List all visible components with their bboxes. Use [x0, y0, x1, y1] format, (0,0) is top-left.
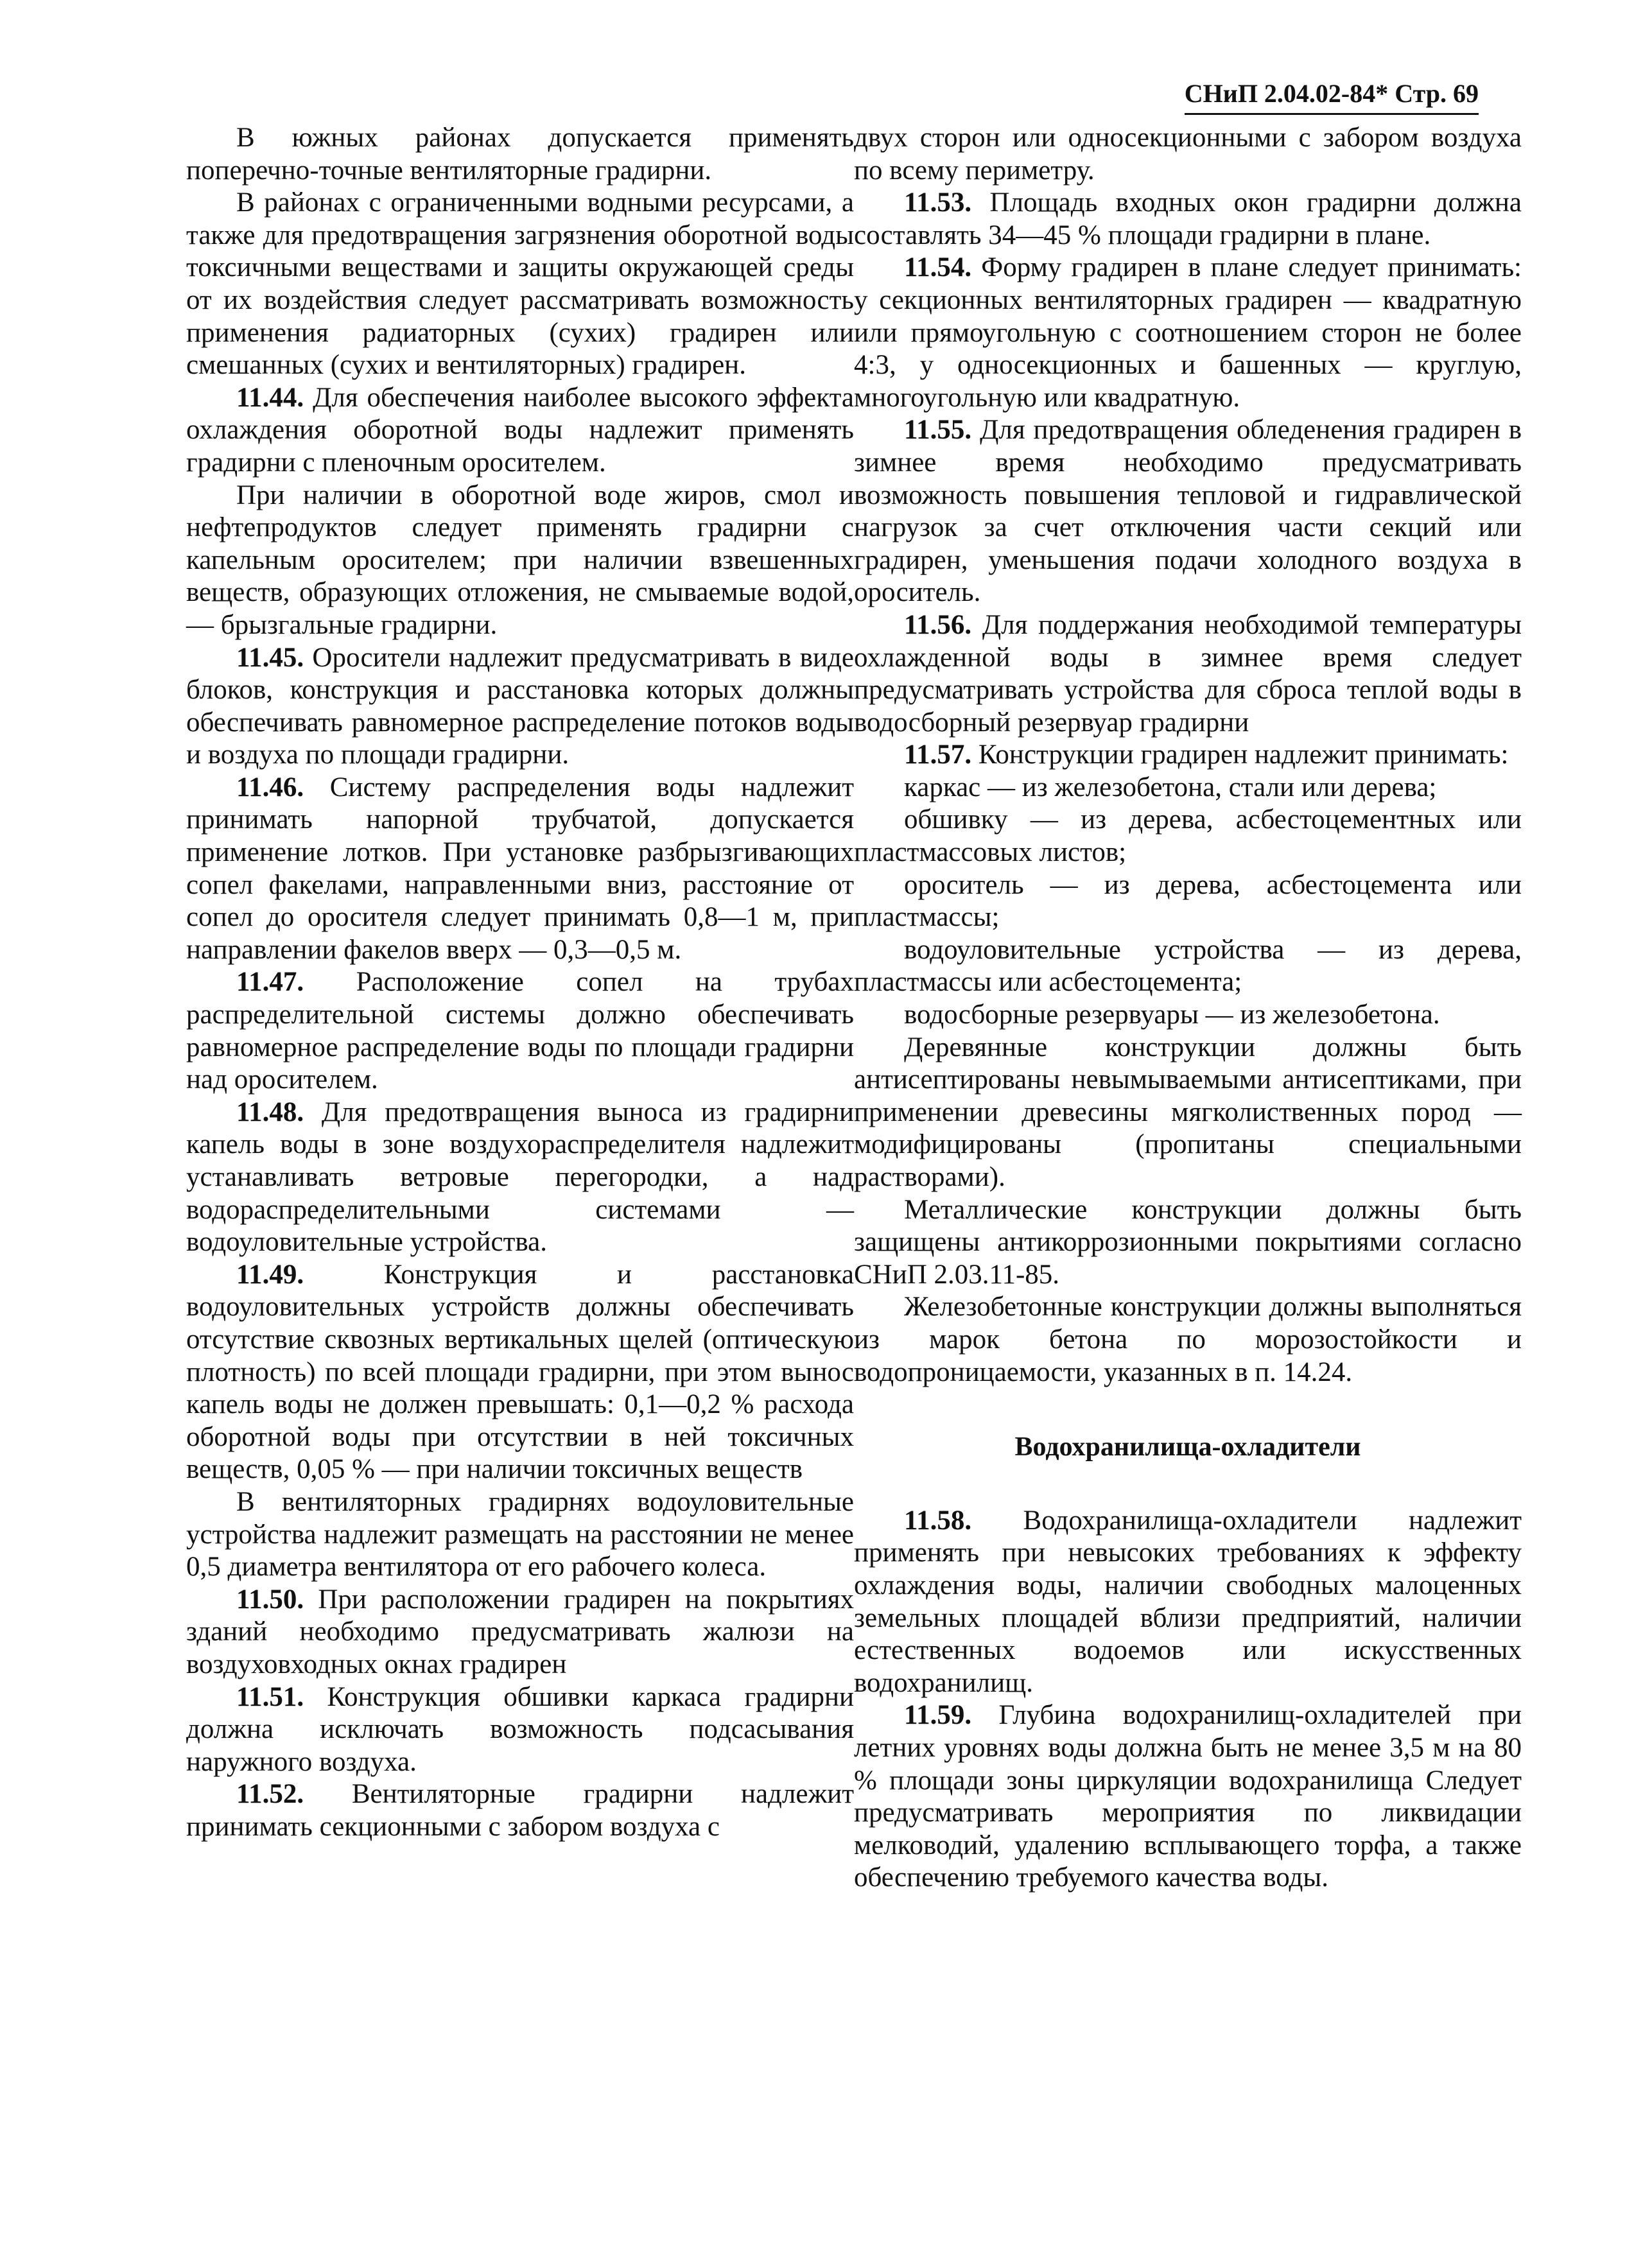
clause-11-58: 11.58. Водохранилища-охладители надлежит применять при невысоких требованиях к эффекту охлаждения воды, наличии свободных малоценных земельных площадей вблизи предприятий, наличии естественных водоемов или искусственных водохранилищ.	[854, 1505, 1522, 1698]
clause-number: 11.45.	[236, 642, 304, 673]
clause-11-48: 11.48. Для предотвращения выноса из градирни капель воды в зоне воздухораспределителя надлежит устанавливать ветровые перегородки, а над водораспределительными системами — водоуловительные устройства.	[186, 1097, 854, 1258]
left-column	[186, 122, 854, 1843]
list-item: водосборные резервуары — из железобетона.	[904, 1000, 1440, 1030]
clause-number: 11.57.	[904, 740, 972, 770]
clause-number: 11.59.	[904, 1700, 972, 1731]
clause-number: 11.48.	[236, 1097, 304, 1127]
clause-number: 11.58.	[904, 1505, 972, 1536]
paragraph: В южных районах допускается применять поперечно-точные вентиляторные градирни.	[186, 123, 854, 186]
clause-number: 11.49.	[236, 1259, 304, 1290]
list-item: водоуловительные устройства — из дерева, пластмассы или асбестоцемента;	[854, 934, 1522, 998]
list-item: ороситель — из дерева, асбестоцемента или пластмассы;	[854, 869, 1522, 933]
clause-11-56: 11.56. Для поддержания необходимой температуры охлажденной воды в зимнее время следует предусматривать устройства для сброса теплой воды в водосборный резервуар градирни	[854, 609, 1522, 738]
paragraph: В вентиляторных градирнях водоуловительные устройства надлежит размещать на расстоянии не менее 0,5 диаметра вентилятора от его рабочего колеса.	[186, 1486, 854, 1582]
paragraph: В районах с ограниченными водными ресурсами, а также для предотвращения загрязнения оборотной воды токсичными веществами и защиты окружающей среды от их воздействия следует рассматривать возможность применения радиаторных (сухих) градирен или смешанных (сухих и вентиляторных) градирен.	[186, 187, 854, 381]
running-head: СНиП 2.04.02-84* Стр. 69	[1185, 76, 1479, 115]
clause-number: 11.55.	[904, 415, 972, 446]
paragraph: Металлические конструкции должны быть защищены антикоррозионными покрытиями согласно СНиП 2.03.11-85.	[854, 1194, 1522, 1290]
paragraph: Железобетонные конструкции должны выполняться из марок бетона по морозостойкости и водопроницаемости, указанных в п. 14.24.	[854, 1292, 1522, 1387]
clause-number: 11.54.	[904, 252, 972, 283]
clause-number: 11.51.	[236, 1681, 304, 1712]
clause-number: 11.52.	[236, 1779, 304, 1810]
clause-11-53: 11.53. Площадь входных окон градирни должна составлять 34—45 % площади градирни в плане.	[854, 187, 1522, 250]
paragraph-continued: двух сторон или односекционными с забором воздуха по всему периметру.	[854, 123, 1522, 186]
clause-11-51: 11.51. Конструкция обшивки каркаса градирни должна исключать возможность подсасывания наружного воздуха.	[186, 1681, 854, 1777]
paragraph: Деревянные конструкции должны быть антисептированы невымываемыми антисептиками, при применении древесины мягколиственных пород — модифицированы (пропитаны специальными растворами).	[854, 1032, 1522, 1192]
clause-number: 11.50.	[236, 1584, 304, 1615]
clause-11-52: 11.52. Вентиляторные градирни надлежит принимать секционными с забором воздуха с	[186, 1779, 854, 1842]
section-heading: Водохранилища-охладители	[1014, 1432, 1361, 1462]
clause-11-50: 11.50. При расположении градирен на покрытиях зданий необходимо предусматривать жалюзи на воздуховходных окнах градирен	[186, 1584, 854, 1679]
clause-11-47: 11.47. Расположение сопел на трубах распределительной системы должно обеспечивать равномерное распределение воды по площади градирни над оросителем.	[186, 967, 855, 1095]
right-column	[854, 122, 1522, 1895]
clause-11-55: 11.55. Для предотвращения обледенения градирен в зимнее время необходимо предусматривать возможность повышения тепловой и гидравлической нагрузок за счет отключения части секций или градирен, уменьшения подачи холодного воздуха в ороситель.	[854, 415, 1522, 608]
clause-11-46: 11.46. Систему распределения воды надлежит принимать напорной трубчатой, допускается применение лотков. При установке разбрызгивающих сопел факелами, направленными вниз, расстояние от сопел до оросителя следует принимать 0,8—1 м, при направлении факелов вверх — 0,3—0,5 м.	[186, 772, 855, 965]
clause-11-44: 11.44. Для обеспечения наиболее высокого эффекта охлаждения оборотной воды надлежит применять градирни с пленочным оросителем.	[186, 382, 854, 478]
clause-11-59: 11.59. Глубина водохранилищ-охладителей при летних уровнях воды должна быть не менее 3,5 м на 80 % площади зоны циркуляции водохранилища Следует предусматривать мероприятия по ликвидации мелководий, удалению всплывающего торфа, а также обеспечению требуемого качества воды.	[854, 1700, 1522, 1893]
clause-11-49: 11.49. Конструкция и расстановка водоуловительных устройств должны обеспечивать отсутствие сквозных вертикальных щелей (оптическую плотность) по всей площади градирни, при этом вынос капель воды не должен превышать: 0,1—0,2 % расхода оборотной воды при отсутствии в ней токсичных веществ, 0,05 % — при наличии токсичных веществ	[186, 1259, 854, 1485]
list-item: обшивку — из дерева, асбестоцементных или пластмассовых листов;	[854, 804, 1522, 868]
clause-11-54: 11.54. Форму градирен в плане следует принимать: у секционных вентиляторных градирен — квадратную или прямоугольную с соотношением сторон не более 4:3, у односекционных и башенных — круглую, многоугольную или квадратную.	[854, 252, 1522, 413]
list-item: каркас — из железобетона, стали или дерева;	[904, 772, 1437, 802]
clause-number: 11.53.	[904, 187, 972, 218]
clause-number: 11.47.	[236, 967, 304, 998]
clause-11-45: 11.45. Оросители надлежит предусматривать в виде блоков, конструкция и расстановка которых должны обеспечивать равномерное распределение потоков воды и воздуха по площади градирни.	[186, 642, 854, 770]
clause-11-57: 11.57. Конструкции градирен надлежит принимать:	[904, 740, 1509, 770]
clause-number: 11.56.	[904, 609, 972, 640]
clause-number: 11.44.	[236, 382, 304, 413]
paragraph: При наличии в оборотной воде жиров, смол и нефтепродуктов следует применять градирни с капельным оросителем; при наличии взвешенных веществ, образующих отложения, не смываемые водой, — брызгальные градирни.	[186, 480, 854, 640]
clause-number: 11.46.	[236, 772, 304, 802]
